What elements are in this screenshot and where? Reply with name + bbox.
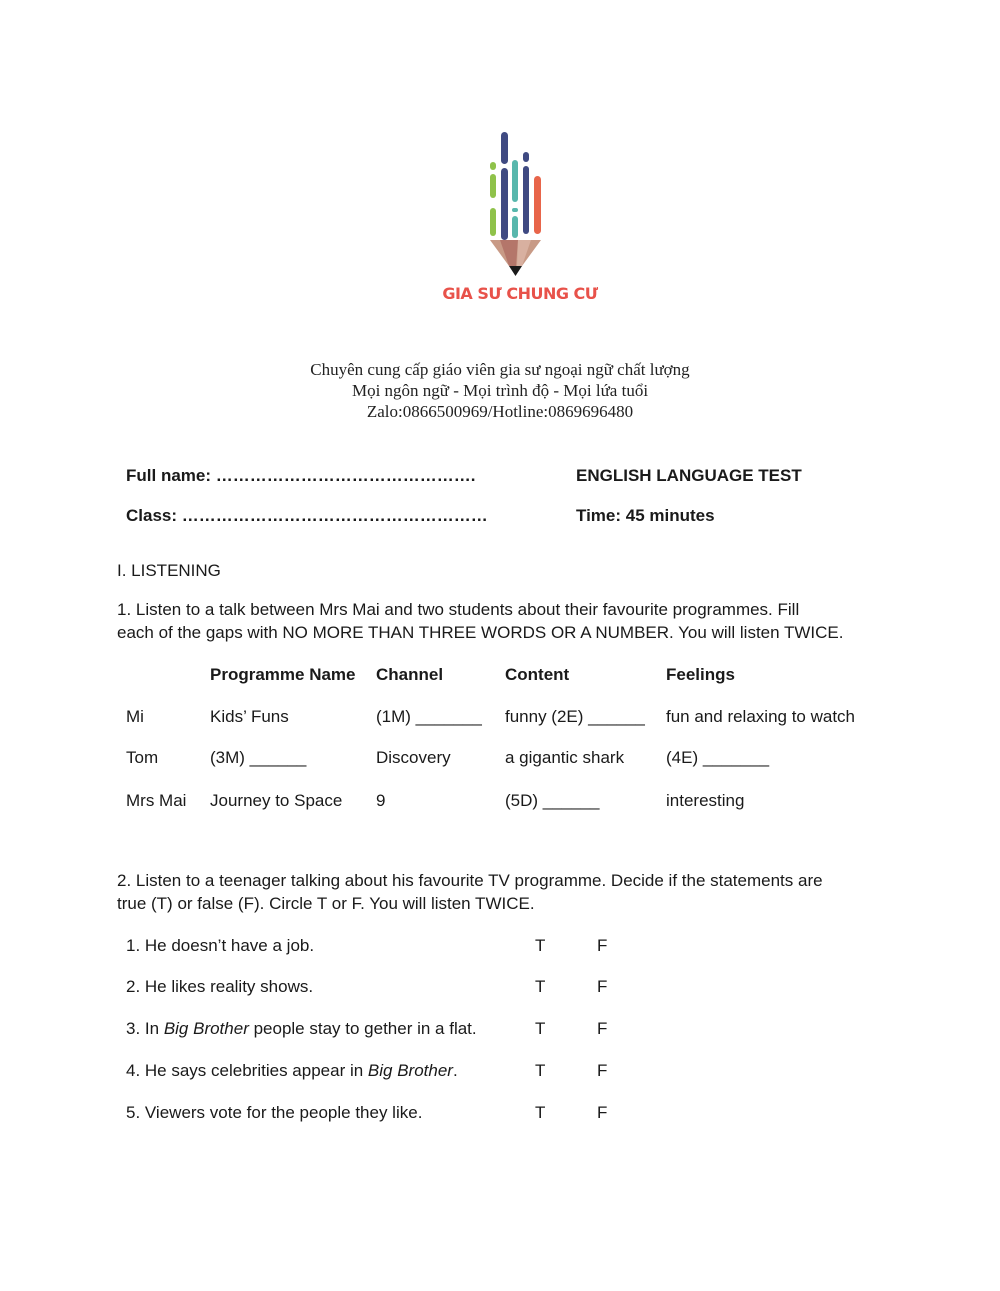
- table-header: Feelings: [666, 665, 735, 684]
- statement: 5. Viewers vote for the people they like.: [126, 1103, 423, 1122]
- statement: 1. He doesn’t have a job.: [126, 936, 315, 955]
- test-title: ENGLISH LANGUAGE TEST: [576, 466, 802, 485]
- table-cell-name: Tom: [126, 748, 159, 767]
- table-cell-programme: (3M) ______: [210, 748, 307, 767]
- table-cell-content: (5D) ______: [505, 791, 600, 810]
- full-name-field: Full name: ……………………………………….: [126, 466, 476, 485]
- table-cell-channel: Discovery: [376, 748, 451, 767]
- tagline-contact: Zalo:0866500969/Hotline:0869696480: [366, 402, 634, 421]
- tagline-levels: Mọi ngôn ngữ - Mọi trình độ - Mọi lứa tuổi: [351, 381, 649, 400]
- statement: 4. He says celebrities appear in Big Brother.: [126, 1061, 458, 1080]
- false-option[interactable]: F: [597, 1019, 608, 1038]
- table-cell-channel: (1M) _______: [376, 707, 482, 726]
- brand-name: GIA SƯ CHUNG CƯ: [442, 284, 598, 303]
- table-cell-content: a gigantic shark: [505, 748, 625, 767]
- table-cell-feelings: fun and relaxing to watch: [666, 707, 856, 726]
- false-option[interactable]: F: [597, 1061, 608, 1080]
- table-cell-feelings: (4E) _______: [666, 748, 770, 767]
- table-cell-programme: Kids’ Funs: [210, 707, 289, 726]
- tagline-services: Chuyên cung cấp giáo viên gia sư ngoại ngữ chất lượng: [310, 360, 690, 379]
- class-field: Class: ………………………………………………: [126, 506, 488, 525]
- task2-instruction: true (T) or false (F). Circle T or F. You will listen TWICE.: [117, 894, 535, 913]
- task1-instruction: each of the gaps with NO MORE THAN THREE WORDS OR A NUMBER. You will listen TWICE.: [117, 623, 844, 642]
- statement: 3. In Big Brother people stay to gether in a flat.: [126, 1019, 477, 1038]
- section-title: I. LISTENING: [117, 561, 221, 580]
- table-header: Channel: [376, 665, 444, 684]
- false-option[interactable]: F: [597, 936, 608, 955]
- table-cell-name: Mrs Mai: [126, 791, 187, 810]
- pencil-logo-icon: [478, 130, 558, 280]
- true-option[interactable]: T: [535, 1103, 546, 1122]
- table-header: Content: [505, 665, 570, 684]
- true-option[interactable]: T: [535, 1061, 546, 1080]
- false-option[interactable]: F: [597, 1103, 608, 1122]
- table-cell-content: funny (2E) ______: [505, 707, 645, 726]
- task2-instruction: 2. Listen to a teenager talking about his favourite TV programme. Decide if the statements are: [117, 871, 823, 890]
- table-cell-feelings: interesting: [666, 791, 745, 810]
- table-cell-name: Mi: [126, 707, 144, 726]
- table-cell-channel: 9: [376, 791, 386, 810]
- true-option[interactable]: T: [535, 1019, 546, 1038]
- table-cell-programme: Journey to Space: [210, 791, 343, 810]
- table-header: Programme Name: [210, 665, 356, 684]
- true-option[interactable]: T: [535, 936, 546, 955]
- task1-instruction: 1. Listen to a talk between Mrs Mai and two students about their favourite programmes. Fill: [117, 600, 800, 619]
- test-time: Time: 45 minutes: [576, 506, 715, 525]
- false-option[interactable]: F: [597, 977, 608, 996]
- statement: 2. He likes reality shows.: [126, 977, 314, 996]
- true-option[interactable]: T: [535, 977, 546, 996]
